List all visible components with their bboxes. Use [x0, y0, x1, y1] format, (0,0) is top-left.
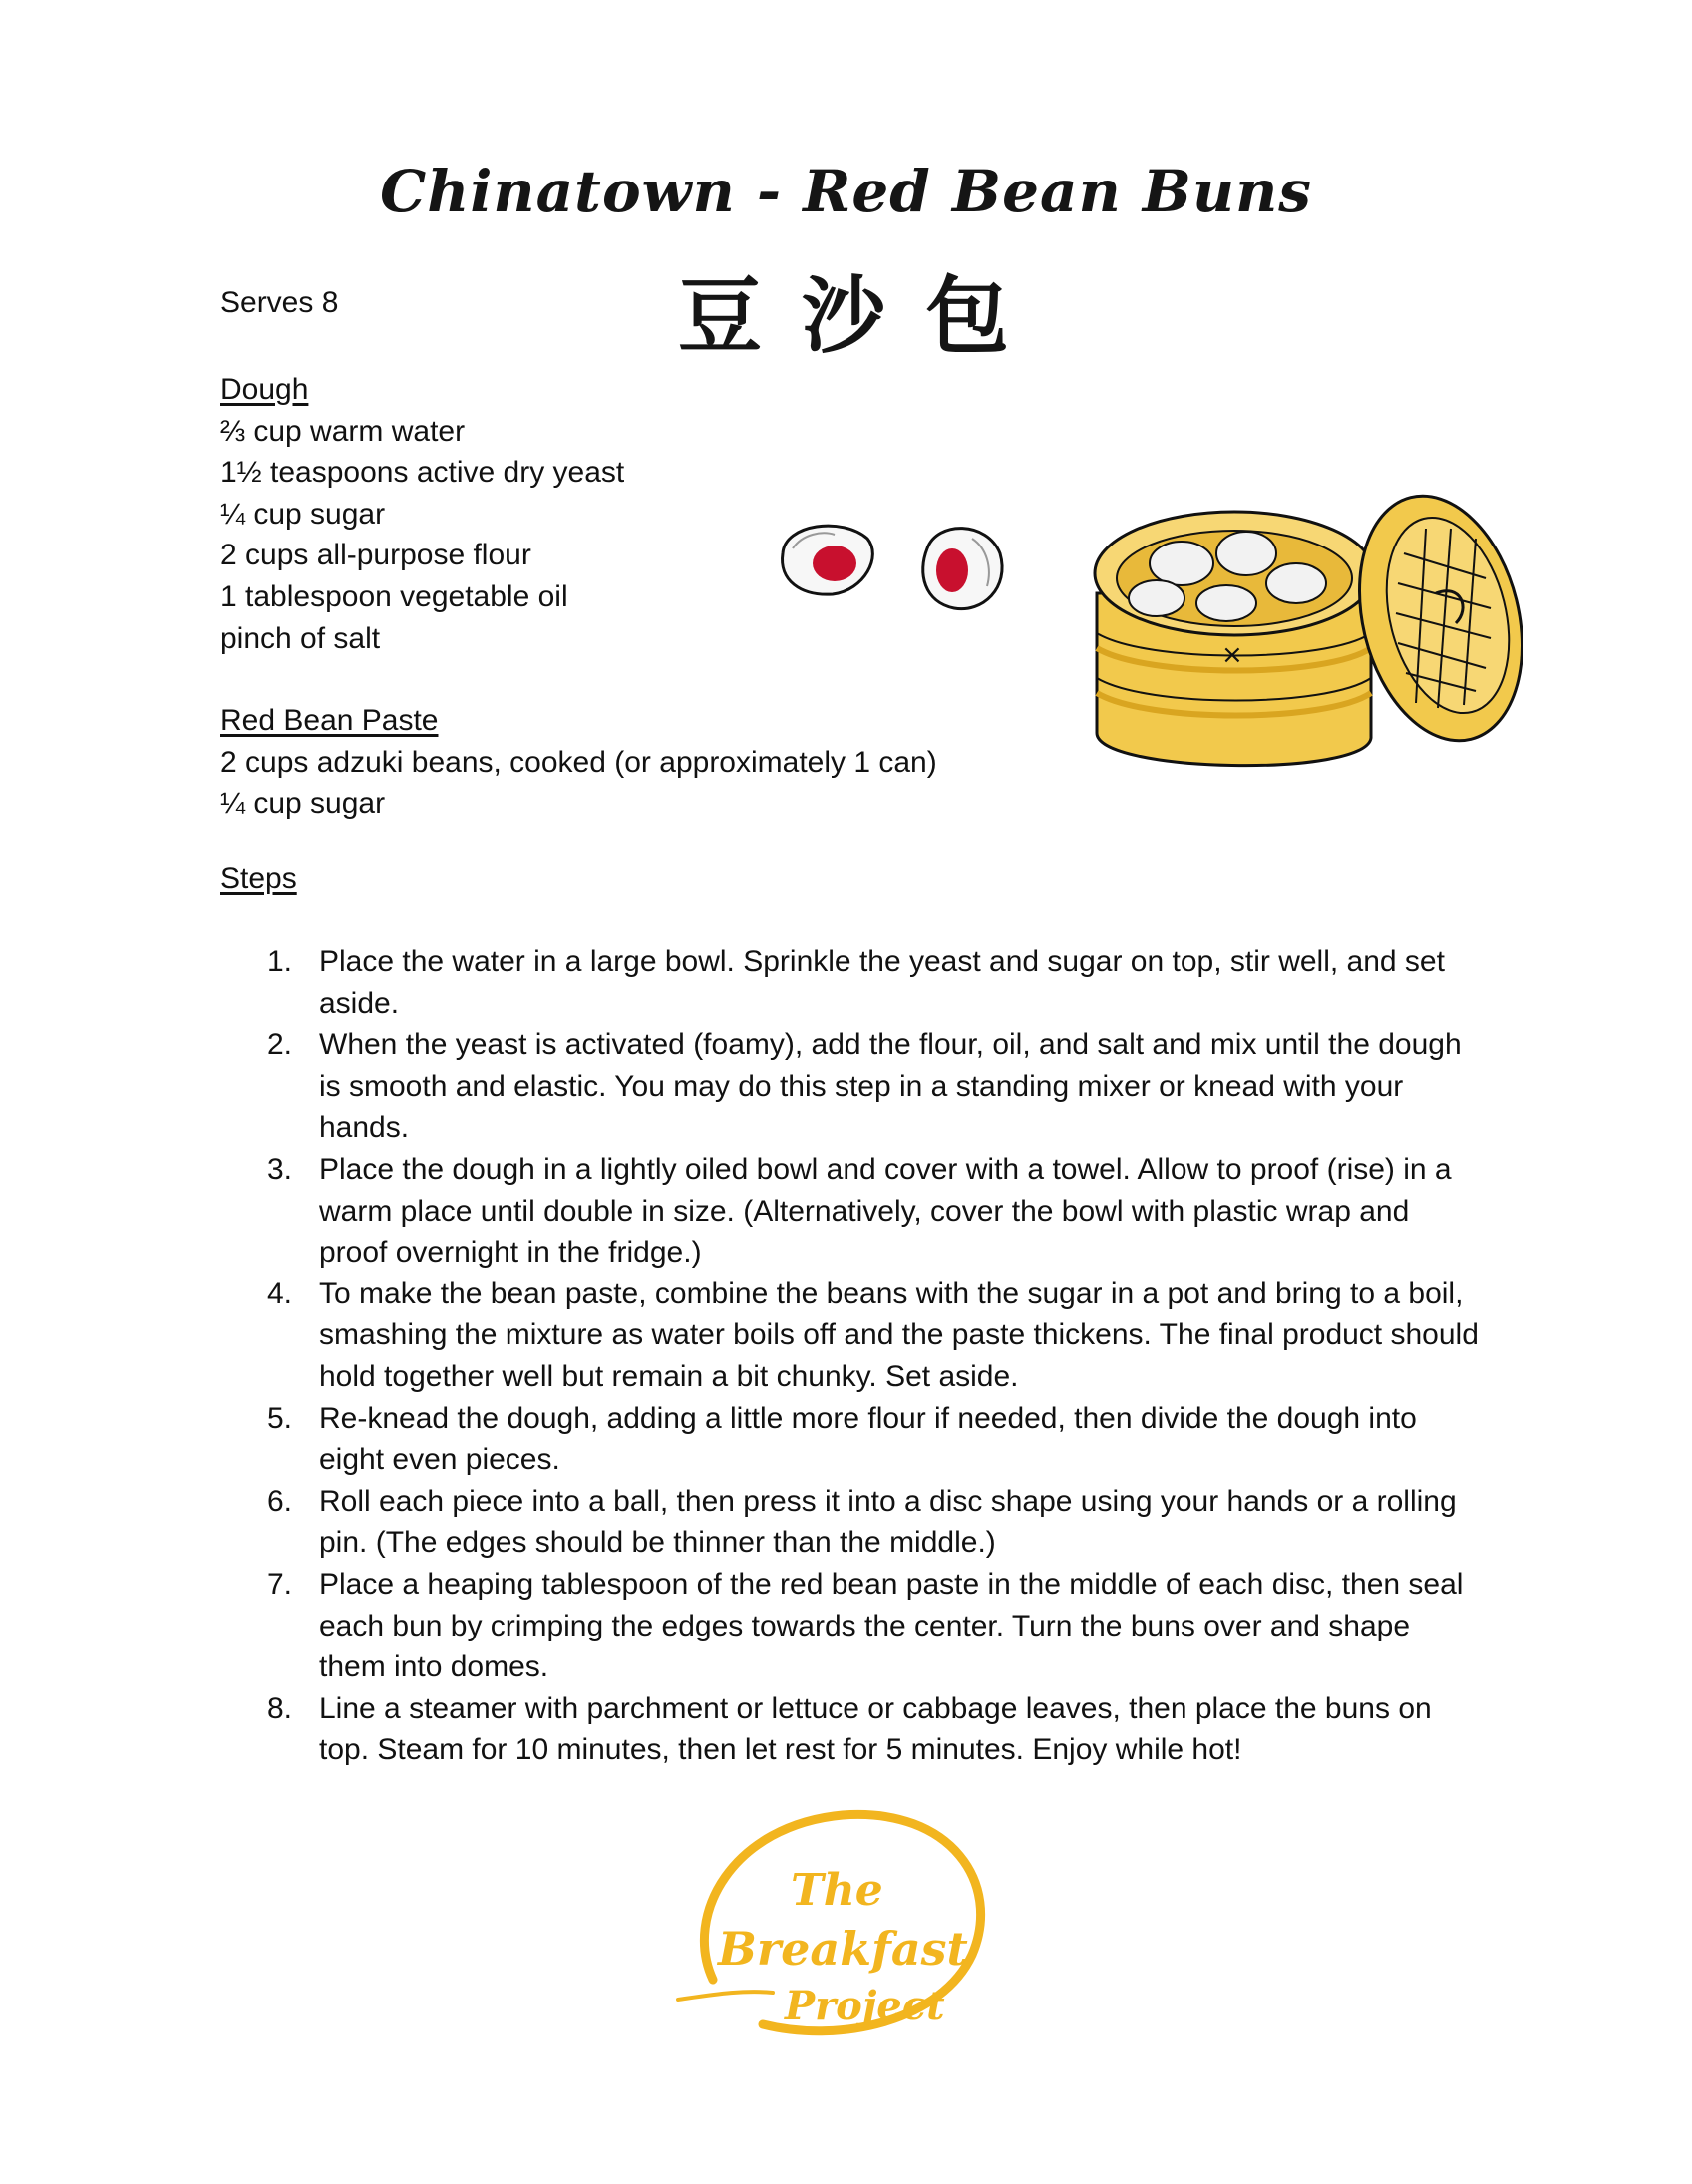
dough-item: ¼ cup sugar: [220, 497, 386, 531]
dough-item: ⅔ cup warm water: [220, 414, 466, 448]
paste-item: ¼ cup sugar: [220, 787, 386, 821]
step-item: [267, 1024, 1484, 1149]
step-text: When the yeast is activated (foamy), add the flour, oil, and salt and mix until the dough is smooth and elastic. You may do this step in a standing mixer or knead with your hands.: [319, 1028, 1462, 1145]
steps-list: [267, 941, 1484, 1771]
step-item: [267, 941, 1484, 1024]
paste-heading: Red Bean Paste: [220, 704, 439, 737]
step-number: 7.: [267, 1567, 293, 1601]
step-number: 8.: [267, 1691, 293, 1725]
step-number: 1.: [267, 945, 293, 978]
bun-half-left: [783, 526, 873, 594]
dough-section: [220, 369, 624, 659]
dough-item: 1 tablespoon vegetable oil: [220, 579, 568, 613]
logo-line1: The: [791, 1865, 883, 1916]
step-text: Place the water in a large bowl. Sprinkle the yeast and sugar on top, stir well, and set aside.: [319, 945, 1445, 1020]
step-number: 2.: [267, 1028, 293, 1062]
dough-item: 2 cups all-purpose flour: [220, 539, 531, 572]
step-text: Line a steamer with parchment or lettuce or cabbage leaves, then place the buns on top. Steam for 10 minutes, then let rest for 5 minutes. Enjoy while hot!: [319, 1691, 1432, 1767]
recipe-title: Chinatown - Red Bean Buns: [380, 158, 1312, 225]
svg-text:×: ×: [1221, 640, 1243, 670]
dough-heading: Dough: [220, 373, 309, 406]
step-item: [267, 1688, 1484, 1771]
steps-heading: Steps: [220, 862, 297, 895]
step-text: Place the dough in a lightly oiled bowl and cover with a towel. Allow to proof (rise) in a warm place until double in size. (Alternatively, cover the bowl with plastic wrap and proof overnight in the fridge.): [319, 1152, 1452, 1270]
bun-half-right: [923, 529, 1002, 609]
step-item: [267, 1564, 1484, 1688]
chinese-title: 豆沙包: [678, 267, 1050, 365]
step-item: [267, 1481, 1484, 1564]
step-item: [267, 1274, 1484, 1398]
step-item: [267, 1149, 1484, 1274]
step-number: 4.: [267, 1276, 293, 1310]
step-text: To make the bean paste, combine the beans with the sugar in a pot and bring to a boil, smashing the mixture as water boils off and the paste thickens. The final product should hold together well but remain a bit chunky. Set aside.: [319, 1276, 1479, 1393]
steamer-illustration: [1087, 484, 1535, 783]
step-text: Re-knead the dough, adding a little more flour if needed, then divide the dough into eight even pieces.: [319, 1401, 1417, 1477]
step-number: 5.: [267, 1401, 293, 1435]
step-text: Place a heaping tablespoon of the red bean paste in the middle of each disc, then seal each bun by crimping the edges towards the center. Turn the buns over and shape them into domes.: [319, 1567, 1464, 1684]
breakfast-project-logo: [673, 1795, 1012, 2064]
paste-item: 2 cups adzuki beans, cooked (or approximately 1 can): [220, 745, 937, 779]
step-text: Roll each piece into a ball, then press it into a disc shape using your hands or a rolling pin. (The edges should be thinner than the middle.): [319, 1484, 1457, 1560]
dough-item: pinch of salt: [220, 621, 381, 655]
logo-line3: Project: [785, 1983, 945, 2029]
paste-section: [220, 700, 937, 825]
bun-illustration: [773, 509, 1012, 638]
step-item: [267, 1398, 1484, 1481]
step-number: 6.: [267, 1484, 293, 1518]
serves-label: Serves 8: [220, 286, 339, 319]
logo-line2: Breakfast: [718, 1922, 968, 1976]
dough-item: 1½ teaspoons active dry yeast: [220, 456, 625, 490]
step-number: 3.: [267, 1152, 293, 1186]
